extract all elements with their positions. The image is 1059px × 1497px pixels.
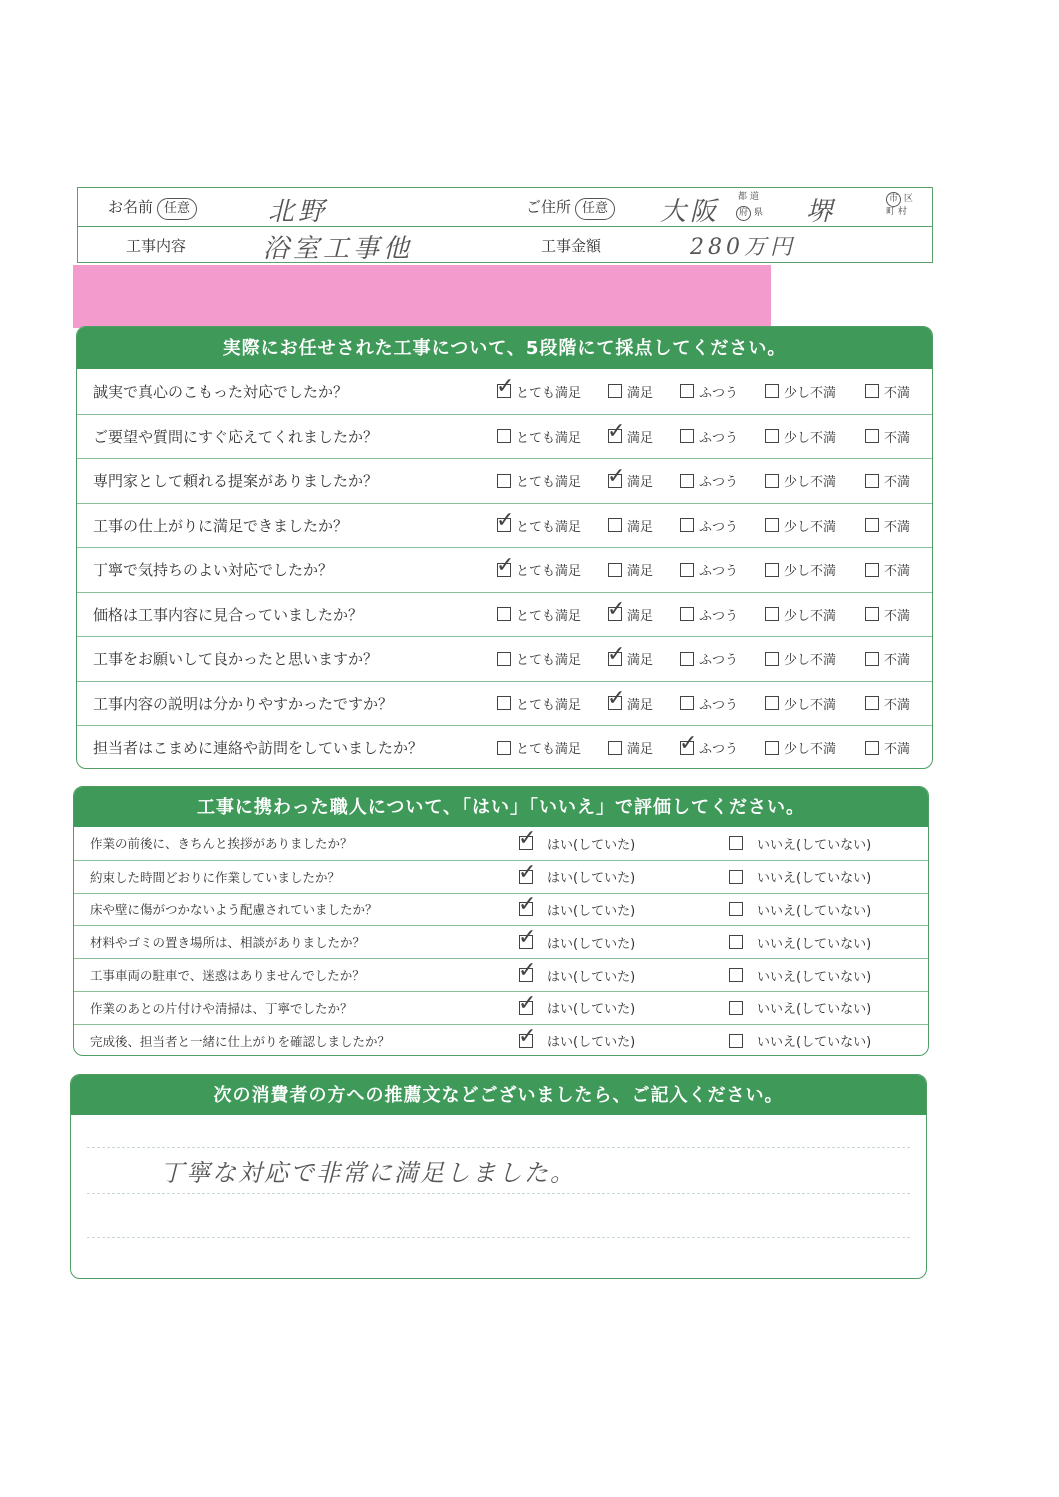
checkbox[interactable] <box>680 741 694 755</box>
rating-option-label: 少し不満 <box>784 742 837 758</box>
no-option[interactable] <box>729 1025 871 1056</box>
rating-option-label: 満足 <box>627 742 654 758</box>
rating-option-label: 不満 <box>884 385 911 401</box>
checkbox[interactable] <box>519 935 533 949</box>
address-prefecture-value: 大阪 <box>660 197 721 227</box>
rating-option[interactable] <box>608 726 653 769</box>
rating-option-label: とても満足 <box>516 697 582 713</box>
checkbox[interactable] <box>865 384 879 398</box>
rating-option[interactable] <box>497 369 581 414</box>
rating-option-label: 少し不満 <box>784 519 837 535</box>
rating-option[interactable] <box>680 415 738 459</box>
rating-option-label: 満足 <box>627 564 654 580</box>
checkbox[interactable] <box>729 870 743 884</box>
rating-option[interactable] <box>765 548 836 592</box>
rating-option[interactable] <box>608 415 653 459</box>
checkbox[interactable] <box>519 870 533 884</box>
checkbox[interactable] <box>680 696 694 710</box>
customer-info-table <box>77 187 933 263</box>
checkbox[interactable] <box>729 968 743 982</box>
rating-option-label: ふつう <box>699 430 739 446</box>
city-suffix-options <box>886 192 913 217</box>
yes-option[interactable] <box>519 926 635 958</box>
rating-option[interactable] <box>765 504 836 548</box>
checkbox[interactable] <box>608 474 622 488</box>
rating-option[interactable] <box>765 459 836 503</box>
rating-option-label: 不満 <box>884 564 911 580</box>
no-option[interactable] <box>729 894 871 926</box>
rating-option-label: 満足 <box>627 385 654 401</box>
checkbox[interactable] <box>680 652 694 666</box>
writing-line <box>87 1147 910 1148</box>
prefecture-suffix-top: 都 道 <box>738 192 759 202</box>
rating-option-label: ふつう <box>699 653 739 669</box>
rating-option-label: とても満足 <box>516 608 582 624</box>
rating-question: 工事内容の説明は分かりやすかったですか？ <box>93 694 394 713</box>
rating-option-label: 満足 <box>627 608 654 624</box>
rating-rows <box>77 369 932 769</box>
optional-badge: 任意 <box>157 198 197 220</box>
rating-section <box>76 326 933 769</box>
rating-option[interactable] <box>608 682 653 726</box>
rating-option[interactable] <box>865 682 910 726</box>
rating-option[interactable] <box>497 548 581 592</box>
checkbox[interactable] <box>865 429 879 443</box>
rating-option[interactable] <box>865 637 910 681</box>
craftsman-row <box>74 991 928 1024</box>
no-option-label: いいえ(していない) <box>757 936 872 952</box>
craftsman-row <box>74 827 928 860</box>
writing-line <box>87 1193 910 1194</box>
work-value: 浴室工事他 <box>263 234 414 264</box>
rating-row <box>77 725 932 769</box>
rating-option-label: 不満 <box>884 608 911 624</box>
rating-row <box>77 681 932 726</box>
checkbox[interactable] <box>729 1034 743 1048</box>
no-option-label: いいえ(していない) <box>757 1002 872 1018</box>
checkbox[interactable] <box>680 607 694 621</box>
rating-option[interactable] <box>608 593 653 637</box>
checkbox[interactable] <box>865 696 879 710</box>
rating-option-label: ふつう <box>699 697 739 713</box>
rating-option-label: 満足 <box>627 697 654 713</box>
checkbox[interactable] <box>765 607 779 621</box>
rating-option[interactable] <box>865 726 910 769</box>
no-option[interactable] <box>729 861 871 893</box>
city-suffix-ku: 区 <box>903 194 913 204</box>
rating-option[interactable] <box>608 504 653 548</box>
rating-row <box>77 369 932 414</box>
rating-row <box>77 547 932 592</box>
checkbox[interactable] <box>680 474 694 488</box>
checkbox[interactable] <box>680 429 694 443</box>
checkbox[interactable] <box>865 518 879 532</box>
recommendation-comment: 丁寧な対応で非常に満足しました。 <box>160 1159 576 1187</box>
checkbox[interactable] <box>519 836 533 850</box>
checkbox[interactable] <box>608 652 622 666</box>
craftsman-row <box>74 958 928 991</box>
yes-option[interactable] <box>519 894 635 926</box>
rating-question: 丁寧で気持ちのよい対応でしたか？ <box>93 561 334 580</box>
rating-option[interactable] <box>497 682 581 726</box>
checkbox[interactable] <box>608 563 622 577</box>
rating-option-label: 不満 <box>884 475 911 491</box>
rating-option-label: 不満 <box>884 697 911 713</box>
optional-badge: 任意 <box>575 198 615 220</box>
checkbox[interactable] <box>497 741 511 755</box>
checkbox[interactable] <box>608 696 622 710</box>
craftsman-question: 床や壁に傷がつかないよう配慮されていましたか？ <box>90 902 378 918</box>
rating-option[interactable] <box>680 369 738 414</box>
yes-option-label: はい(していた) <box>547 1002 636 1018</box>
yes-option[interactable] <box>519 959 635 991</box>
rating-option[interactable] <box>865 459 910 503</box>
rating-option-label: とても満足 <box>516 475 582 491</box>
no-option[interactable] <box>729 992 871 1024</box>
info-row-work-amount <box>78 226 932 264</box>
no-option-label: いいえ(していない) <box>757 969 872 985</box>
rating-option[interactable] <box>865 593 910 637</box>
no-option[interactable] <box>729 926 871 958</box>
rating-option[interactable] <box>865 415 910 459</box>
rating-section-title: 実際にお任せされた工事について、5段階にて採点してください。 <box>77 327 932 369</box>
checkbox[interactable] <box>519 902 533 916</box>
craftsman-row <box>74 925 928 958</box>
prefecture-suffix-options <box>736 206 763 221</box>
craftsman-question: 工事車両の駐車で、迷惑はありませんでしたか？ <box>90 968 365 984</box>
rating-option-label: 少し不満 <box>784 697 837 713</box>
craftsman-section-title: 工事に携わった職人について、「はい」「いいえ」で評価してください。 <box>74 787 928 827</box>
rating-option-label: ふつう <box>699 742 739 758</box>
rating-question: ご要望や質問にすぐ応えてくれましたか？ <box>93 427 379 446</box>
rating-option-label: ふつう <box>699 519 739 535</box>
rating-row <box>77 458 932 503</box>
rating-option[interactable] <box>608 548 653 592</box>
rating-option-label: 不満 <box>884 742 911 758</box>
checkbox[interactable] <box>765 429 779 443</box>
checkbox[interactable] <box>729 935 743 949</box>
rating-option[interactable] <box>865 504 910 548</box>
redaction-bar <box>73 265 771 328</box>
rating-option[interactable] <box>680 726 738 769</box>
rating-option[interactable] <box>765 637 836 681</box>
rating-option[interactable] <box>765 682 836 726</box>
rating-question: 誠実で真心のこもった対応でしたか？ <box>93 382 349 401</box>
yes-option[interactable] <box>519 827 635 860</box>
rating-option-label: 少し不満 <box>784 564 837 580</box>
yes-option-label: はい(していた) <box>547 903 636 919</box>
rating-option[interactable] <box>497 637 581 681</box>
rating-option[interactable] <box>765 415 836 459</box>
rating-option-label: とても満足 <box>516 742 582 758</box>
craftsman-rows <box>74 827 928 1056</box>
yes-option-label: はい(していた) <box>547 1035 636 1051</box>
yes-option[interactable] <box>519 1025 635 1056</box>
rating-row <box>77 592 932 637</box>
craftsman-row <box>74 1024 928 1056</box>
craftsman-section <box>73 786 929 1056</box>
city-suffix-machi: 町 <box>886 207 896 217</box>
name-label: お名前 <box>108 198 154 216</box>
checkbox[interactable] <box>729 902 743 916</box>
rating-question: 担当者はこまめに連絡や訪問をしていましたか？ <box>93 739 424 758</box>
rating-option[interactable] <box>497 504 581 548</box>
rating-option-label: ふつう <box>699 385 739 401</box>
rating-option-label: 不満 <box>884 519 911 535</box>
rating-option[interactable] <box>680 459 738 503</box>
rating-option[interactable] <box>865 369 910 414</box>
rating-option[interactable] <box>497 415 581 459</box>
prefecture-suffix-ken: 県 <box>753 208 763 218</box>
checkbox[interactable] <box>765 741 779 755</box>
no-option[interactable] <box>729 959 871 991</box>
amount-label: 工事金額 <box>541 237 602 255</box>
rating-option[interactable] <box>765 369 836 414</box>
checkbox[interactable] <box>680 384 694 398</box>
no-option-label: いいえ(していない) <box>757 871 872 887</box>
rating-option[interactable] <box>608 369 653 414</box>
checkbox[interactable] <box>865 607 879 621</box>
rating-question: 工事をお願いして良かったと思いますか？ <box>93 650 379 669</box>
checkbox[interactable] <box>519 1001 533 1015</box>
yes-option[interactable] <box>519 992 635 1024</box>
rating-option[interactable] <box>680 682 738 726</box>
checkbox[interactable] <box>729 836 743 850</box>
name-label-group <box>108 196 197 220</box>
no-option-label: いいえ(していない) <box>757 903 872 919</box>
rating-row <box>77 414 932 459</box>
checkbox[interactable] <box>497 652 511 666</box>
rating-option-label: 満足 <box>627 430 654 446</box>
rating-option-label: とても満足 <box>516 430 582 446</box>
rating-option-label: 満足 <box>627 519 654 535</box>
rating-option[interactable] <box>497 726 581 769</box>
rating-question: 専門家として頼れる提案がありましたか？ <box>93 472 379 491</box>
yes-option-label: はい(していた) <box>547 936 636 952</box>
checkbox[interactable] <box>608 518 622 532</box>
rating-option[interactable] <box>680 637 738 681</box>
address-label-group <box>526 196 615 220</box>
craftsman-row <box>74 860 928 893</box>
yes-option-label: はい(していた) <box>547 871 636 887</box>
rating-option[interactable] <box>497 459 581 503</box>
rating-option-label: ふつう <box>699 608 739 624</box>
craftsman-question: 作業の前後に、きちんと挨拶がありましたか？ <box>90 836 353 852</box>
rating-option-label: ふつう <box>699 564 739 580</box>
checkbox[interactable] <box>729 1001 743 1015</box>
rating-row <box>77 503 932 548</box>
craftsman-question: 完成後、担当者と一緒に仕上がりを確認しましたか？ <box>90 1033 391 1049</box>
checkbox[interactable] <box>608 429 622 443</box>
rating-option[interactable] <box>608 637 653 681</box>
checkbox[interactable] <box>765 384 779 398</box>
no-option-label: いいえ(していない) <box>757 837 872 853</box>
craftsman-question: 材料やゴミの置き場所は、相談がありましたか？ <box>90 935 366 951</box>
checkbox[interactable] <box>865 563 879 577</box>
writing-line <box>87 1237 910 1238</box>
checkbox[interactable] <box>680 518 694 532</box>
prefecture-suffix-selected: 府 <box>736 206 751 221</box>
rating-option[interactable] <box>680 548 738 592</box>
rating-option-label: ふつう <box>699 475 739 491</box>
name-value: 北野 <box>268 197 329 227</box>
checkbox[interactable] <box>497 518 511 532</box>
checkbox[interactable] <box>680 563 694 577</box>
checkbox[interactable] <box>497 474 511 488</box>
rating-option-label: 少し不満 <box>784 608 837 624</box>
amount-value: 280万円 <box>690 235 796 260</box>
yes-option[interactable] <box>519 861 635 893</box>
rating-option-label: 満足 <box>627 475 654 491</box>
rating-option-label: 少し不満 <box>784 430 837 446</box>
rating-option-label: とても満足 <box>516 564 582 580</box>
rating-option-label: 不満 <box>884 653 911 669</box>
rating-option-label: 少し不満 <box>784 475 837 491</box>
checkbox[interactable] <box>497 384 511 398</box>
rating-option-label: 不満 <box>884 430 911 446</box>
checkbox[interactable] <box>608 384 622 398</box>
yes-option-label: はい(していた) <box>547 837 636 853</box>
checkbox[interactable] <box>765 518 779 532</box>
checkbox[interactable] <box>765 563 779 577</box>
no-option-label: いいえ(していない) <box>757 1035 872 1051</box>
rating-option[interactable] <box>865 548 910 592</box>
rating-option[interactable] <box>497 593 581 637</box>
rating-option[interactable] <box>765 593 836 637</box>
rating-option[interactable] <box>765 726 836 769</box>
rating-option-label: 少し不満 <box>784 653 837 669</box>
rating-question: 価格は工事内容に見合っていましたか？ <box>93 605 364 624</box>
city-suffix-selected: 市 <box>886 192 901 207</box>
checkbox[interactable] <box>608 607 622 621</box>
rating-row <box>77 636 932 681</box>
checkbox[interactable] <box>519 1034 533 1048</box>
checkbox[interactable] <box>765 474 779 488</box>
rating-option-label: 満足 <box>627 653 654 669</box>
rating-option-label: 少し不満 <box>784 385 837 401</box>
rating-option-label: とても満足 <box>516 519 582 535</box>
checkbox[interactable] <box>765 652 779 666</box>
recommendation-section-title: 次の消費者の方への推薦文などございましたら、ご記入ください。 <box>71 1075 926 1115</box>
address-city-value: 堺 <box>806 197 837 227</box>
checkbox[interactable] <box>497 429 511 443</box>
checkbox[interactable] <box>497 607 511 621</box>
rating-option[interactable] <box>680 593 738 637</box>
craftsman-question: 約束した時間どおりに作業していましたか？ <box>90 869 341 885</box>
no-option[interactable] <box>729 827 871 860</box>
craftsman-row <box>74 893 928 926</box>
rating-option-label: とても満足 <box>516 653 582 669</box>
checkbox[interactable] <box>765 696 779 710</box>
rating-question: 工事の仕上がりに満足できましたか？ <box>93 516 349 535</box>
yes-option-label: はい(していた) <box>547 969 636 985</box>
work-label: 工事内容 <box>126 237 187 255</box>
checkbox[interactable] <box>865 741 879 755</box>
craftsman-question: 作業のあとの片付けや清掃は、丁寧でしたか？ <box>90 1000 353 1016</box>
checkbox[interactable] <box>497 563 511 577</box>
city-suffix-mura: 村 <box>897 207 907 217</box>
info-row-name-address <box>78 188 932 227</box>
address-label: ご住所 <box>526 198 572 216</box>
checkbox[interactable] <box>865 652 879 666</box>
rating-option-label: とても満足 <box>516 385 582 401</box>
checkbox[interactable] <box>497 696 511 710</box>
rating-option[interactable] <box>608 459 653 503</box>
checkbox[interactable] <box>519 968 533 982</box>
rating-option[interactable] <box>680 504 738 548</box>
checkbox[interactable] <box>865 474 879 488</box>
checkbox[interactable] <box>608 741 622 755</box>
